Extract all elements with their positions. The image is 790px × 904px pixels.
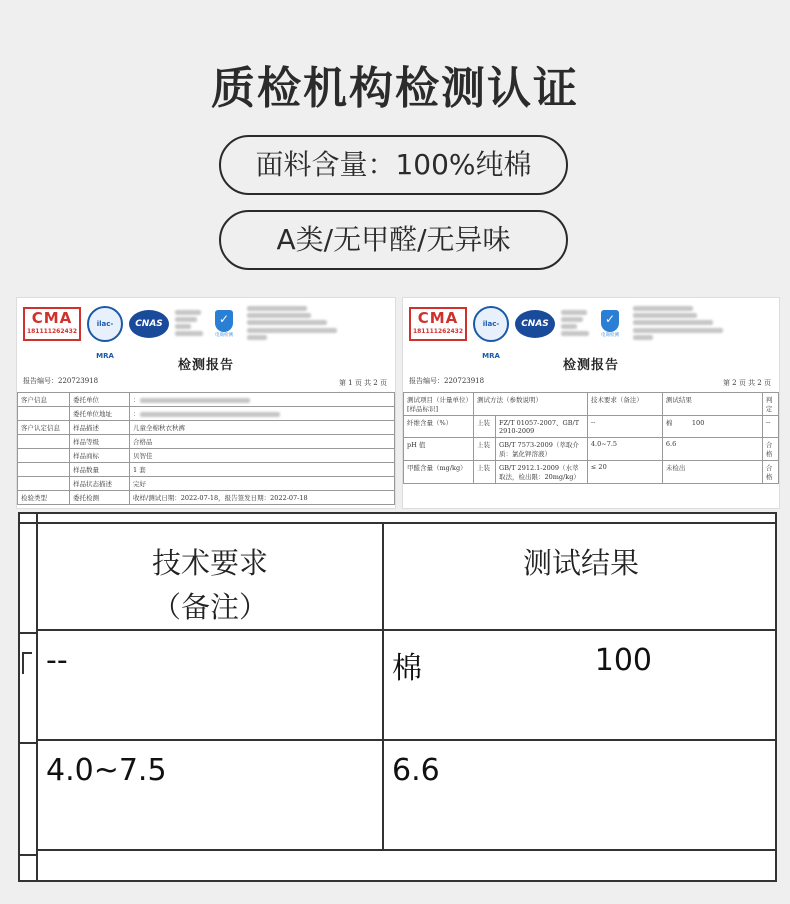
report-number: 报告编号：220723918 (409, 377, 485, 385)
page-number: 第 1 页 共 2 页 (338, 379, 387, 387)
ilac-mra-logo: ilac-MRA (473, 306, 509, 342)
page-number: 第 2 页 共 2 页 (722, 379, 771, 387)
table-row: 甲醛含量（mg/kg） 上装 GB/T 2912.1-2009（水萃取法，检出限：20mg/kg） ≤ 20 未检出 合格 (404, 461, 779, 484)
table-row (37, 740, 777, 850)
result-cell (383, 630, 777, 740)
logo-caption (561, 310, 595, 339)
table-header-row: 测试项目（计量单位）[样品标识] 测试方法（参数说明） 技术要求（备注） 测试结果 判定 (404, 393, 779, 416)
table-row: 样品等级 合格品 (18, 435, 395, 449)
result-cell: 6.6 (383, 740, 777, 850)
table-row: 客户信息 委托单位 ： (18, 393, 395, 407)
certification-logos (23, 304, 337, 360)
result-material: 棉 (392, 651, 422, 686)
table-row: 纤维含量（%） 上装 FZ/T 01057-2007、GB/T 2910-2009 -- 棉 100 -- (404, 416, 779, 438)
requirement-header: 技术要求 （备注） (37, 523, 383, 630)
result-value: 100 (594, 643, 652, 678)
requirement-cell: -- (37, 630, 383, 740)
table-row: 检验类型 委托检测 收样/测试日期：2022-07-18，报告签发日期：2022-07-18 (18, 491, 395, 505)
table-row: pH 值 上装 GB/T 7573-2009（萃取介质：氯化钾溶液） 4.0~7.5 6.6 合格 (404, 438, 779, 461)
table-row: 客户认定信息 样品描述 儿童全棉秋衣秋裤 (18, 421, 395, 435)
client-info-table (17, 392, 395, 505)
report-number: 报告编号：220723918 (23, 377, 99, 385)
test-results-table (403, 392, 779, 484)
table-row: 委托单位地址 ： (18, 407, 395, 421)
cma-logo: CMA 181111262432 (23, 307, 81, 341)
lab-contact-info (633, 306, 723, 342)
cnas-logo: CNAS (515, 310, 555, 338)
table-row: 样品数量 1 套 (18, 463, 395, 477)
shield-check-icon (601, 310, 619, 332)
requirement-cell: 4.0~7.5 (37, 740, 383, 850)
grade-pill: A类/无甲醛/无异味 (219, 210, 568, 270)
logo-caption (175, 310, 209, 339)
shield-check-icon (215, 310, 233, 332)
fabric-content-pill: 面料含量：100%纯棉 (219, 135, 568, 195)
report-title: 检测报告 (177, 358, 234, 373)
zoomed-results-table (36, 522, 777, 851)
certification-logos (409, 304, 723, 360)
page-title: 质检机构检测认证 (211, 63, 579, 114)
table-row: 样品状态描述 完好 (18, 477, 395, 491)
report-title: 检测报告 (562, 358, 619, 373)
table-row (37, 630, 777, 740)
ecommerce-testing-badge: ✓ 电商检测 (601, 310, 619, 338)
ilac-mra-logo: ilac-MRA (87, 306, 123, 342)
table-row: 样品商标 贝智佳 (18, 449, 395, 463)
cnas-logo: CNAS (129, 310, 169, 338)
report-page-2 (402, 297, 780, 509)
table-header-row (37, 523, 777, 630)
ecommerce-testing-badge: ✓ 电商检测 (215, 310, 233, 338)
result-header: 测试结果 (383, 523, 777, 630)
lab-contact-info (247, 306, 337, 342)
zoomed-results-detail (18, 512, 777, 882)
report-page-1 (16, 297, 396, 509)
cma-logo: CMA 181111262432 (409, 307, 467, 341)
